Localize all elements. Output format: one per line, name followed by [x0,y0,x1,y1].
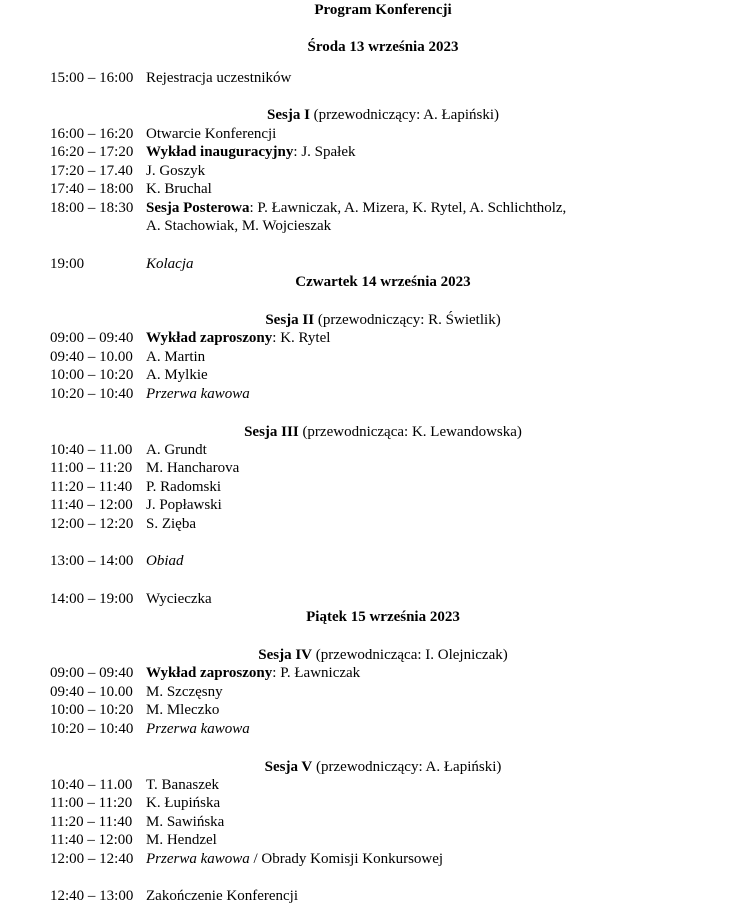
row-time: 10:40 – 11.00 [50,777,133,793]
row-text: Obiad [146,553,184,569]
row-text: T. Banaszek [146,777,220,793]
row-time: 11:40 – 12:00 [50,832,133,848]
row-text: K. Łupińska [146,795,221,811]
row-time: 14:00 – 19:00 [50,591,134,607]
row-text: Rejestracja uczestników [146,70,292,86]
row-time: 11:00 – 11:20 [50,460,133,476]
row-time: 09:40 – 10.00 [50,349,133,365]
row-text: Wykład zaproszony: P. Ławniczak [146,665,361,681]
row-text: M. Sawińska [146,814,225,830]
session-heading: Sesja II (przewodniczący: R. Świetlik) [265,312,501,328]
row-text: J. Goszyk [146,163,206,179]
row-time: 19:00 [50,256,85,272]
row-time: 15:00 – 16:00 [50,70,134,86]
row-text: M. Hancharova [146,460,240,476]
row-time: 11:20 – 11:40 [50,479,133,495]
row-time: 11:20 – 11:40 [50,814,133,830]
row-time: 10:00 – 10:20 [50,702,134,718]
row-time: 18:00 – 18:30 [50,200,134,216]
program-title: Program Konferencji [314,2,452,18]
row-time: 10:20 – 10:40 [50,721,134,737]
row-time: 16:00 – 16:20 [50,126,134,142]
row-text: Przerwa kawowa / Obrady Komisji Konkursowej [146,851,444,867]
row-time: 17:20 – 17.40 [50,163,133,179]
row-text: M. Hendzel [146,832,217,848]
row-time: 11:00 – 11:20 [50,795,133,811]
row-time: 10:20 – 10:40 [50,386,134,402]
row-text: Sesja Posterowa: P. Ławniczak, A. Mizera, K. Rytel, A. Schlichtholz, [146,200,567,216]
row-text: Przerwa kawowa [146,721,250,737]
row-text-continued: A. Stachowiak, M. Wojcieszak [146,218,332,234]
row-time: 10:40 – 11.00 [50,442,133,458]
day-heading-friday: Piątek 15 września 2023 [306,609,460,625]
row-time: 11:40 – 12:00 [50,497,133,513]
row-text: M. Mleczko [146,702,220,718]
row-time: 09:00 – 09:40 [50,665,134,681]
row-text: P. Radomski [146,479,222,495]
row-text: Wycieczka [146,591,212,607]
day-heading-wednesday: Środa 13 września 2023 [307,39,459,55]
row-time: 17:40 – 18:00 [50,181,134,197]
row-text: S. Zięba [146,516,196,532]
row-text: A. Grundt [146,442,207,458]
session-heading: Sesja III (przewodnicząca: K. Lewandowska) [244,424,522,440]
row-text: K. Bruchal [146,181,212,197]
row-time: 16:20 – 17:20 [50,144,134,160]
session-heading: Sesja I (przewodniczący: A. Łapiński) [266,107,500,123]
row-text: M. Szczęsny [146,684,223,700]
row-time: 13:00 – 14:00 [50,553,134,569]
row-text: A. Martin [146,349,206,365]
row-time: 12:40 – 13:00 [50,888,134,904]
row-text: Otwarcie Konferencji [146,126,277,142]
row-time: 10:00 – 10:20 [50,367,134,383]
day-heading-thursday: Czwartek 14 września 2023 [295,274,471,290]
row-text: A. Mylkie [146,367,208,383]
session-heading: Sesja IV (przewodnicząca: I. Olejniczak) [258,647,508,663]
session-heading: Sesja V (przewodniczący: A. Łapiński) [264,759,502,775]
row-text: Wykład inauguracyjny: J. Spałek [146,144,356,160]
row-time: 12:00 – 12:40 [50,851,134,867]
row-text: J. Popławski [146,497,222,513]
row-text: Kolacja [146,256,194,272]
row-time: 09:00 – 09:40 [50,330,134,346]
row-text: Zakończenie Konferencji [146,888,298,904]
row-text: Przerwa kawowa [146,386,250,402]
row-time: 09:40 – 10.00 [50,684,133,700]
row-time: 12:00 – 12:20 [50,516,134,532]
row-text: Wykład zaproszony: K. Rytel [146,330,331,346]
